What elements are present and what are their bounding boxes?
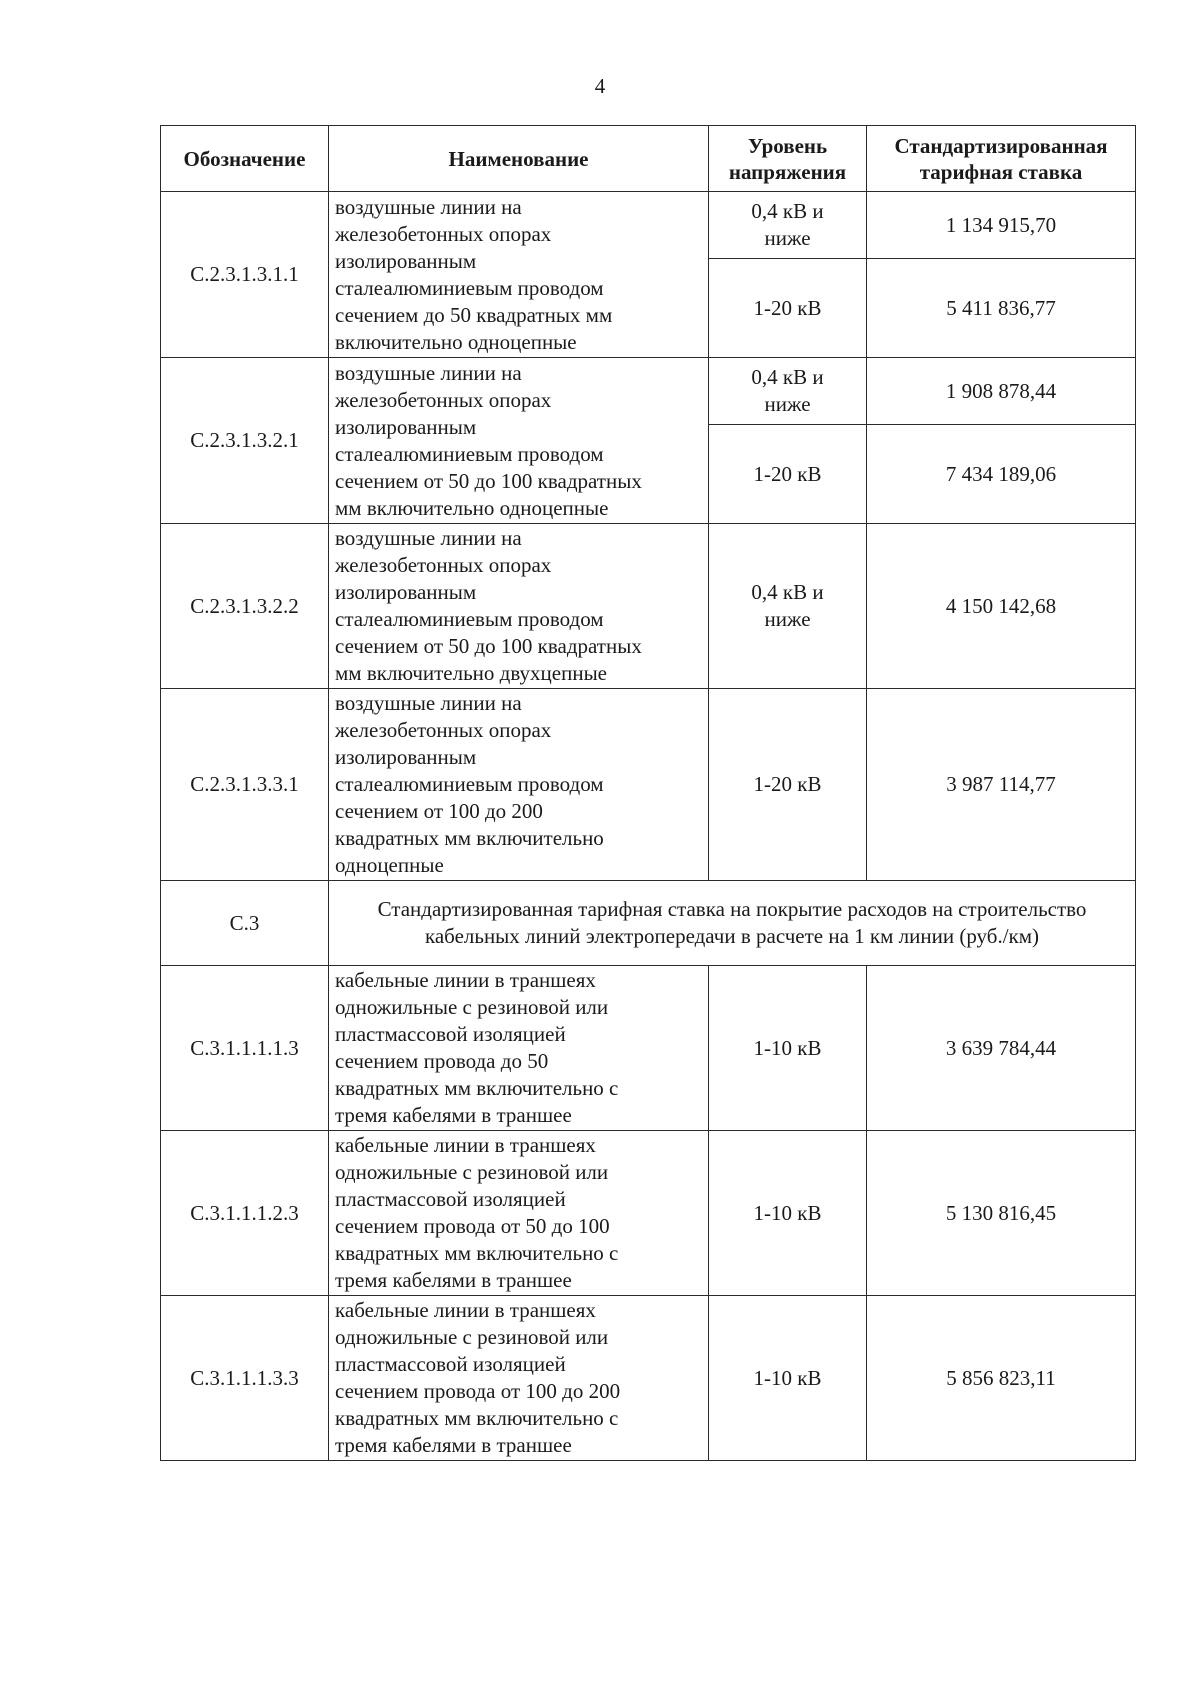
row-voltage: 1-20 кВ <box>709 425 867 524</box>
row-name: воздушные линии на железобетонных опорах изолированным сталеалюминиевым проводом сечением от 100 до 200 квадратных мм включительно одноцепные <box>329 689 709 881</box>
page-number: 4 <box>594 74 606 98</box>
row-voltage: 0,4 кВ и ниже <box>709 524 867 689</box>
row-rate: 4 150 142,68 <box>867 524 1136 689</box>
row-rate: 5 411 836,77 <box>867 259 1136 358</box>
row-code: С.2.3.1.3.3.1 <box>161 689 329 881</box>
row-code: С.2.3.1.3.2.2 <box>161 524 329 689</box>
row-rate: 5 130 816,45 <box>867 1131 1136 1296</box>
header-name: Наименование <box>329 126 709 192</box>
table-row <box>161 966 1136 1131</box>
table-row <box>161 689 1136 881</box>
row-rate: 7 434 189,06 <box>867 425 1136 524</box>
row-rate: 1 908 878,44 <box>867 358 1136 425</box>
row-voltage: 1-20 кВ <box>709 689 867 881</box>
tariff-table <box>160 125 1136 1461</box>
row-name: кабельные линии в траншеях одножильные с резиновой или пластмассовой изоляцией сечением провода от 100 до 200 квадратных мм включительно с тремя кабелями в траншее <box>329 1296 709 1461</box>
row-rate: 3 987 114,77 <box>867 689 1136 881</box>
table-row <box>161 1131 1136 1296</box>
row-name: кабельные линии в траншеях одножильные с резиновой или пластмассовой изоляцией сечением провода от 50 до 100 квадратных мм включительно с тремя кабелями в траншее <box>329 1131 709 1296</box>
table-row <box>161 524 1136 689</box>
header-code: Обозначение <box>161 126 329 192</box>
table-row <box>161 358 1136 425</box>
header-voltage: Уровень напряжения <box>709 126 867 192</box>
row-voltage: 0,4 кВ и ниже <box>709 192 867 259</box>
row-voltage: 1-10 кВ <box>709 1131 867 1296</box>
row-code: С.3.1.1.1.2.3 <box>161 1131 329 1296</box>
header-rate: Стандартизированная тарифная ставка <box>867 126 1136 192</box>
row-code: С.3.1.1.1.1.3 <box>161 966 329 1131</box>
row-code: С.2.3.1.3.1.1 <box>161 192 329 358</box>
row-rate: 1 134 915,70 <box>867 192 1136 259</box>
table-row <box>161 192 1136 259</box>
table-row <box>161 1296 1136 1461</box>
row-name: воздушные линии на железобетонных опорах изолированным сталеалюминиевым проводом сечением до 50 квадратных мм включительно одноцепные <box>329 192 709 358</box>
row-voltage: 0,4 кВ и ниже <box>709 358 867 425</box>
row-voltage: 1-10 кВ <box>709 1296 867 1461</box>
row-code: С.3.1.1.1.3.3 <box>161 1296 329 1461</box>
row-voltage: 1-10 кВ <box>709 966 867 1131</box>
row-name: воздушные линии на железобетонных опорах изолированным сталеалюминиевым проводом сечением от 50 до 100 квадратных мм включительно одноцепные <box>329 358 709 524</box>
section-code: С.3 <box>161 881 329 966</box>
row-name: кабельные линии в траншеях одножильные с резиновой или пластмассовой изоляцией сечением провода до 50 квадратных мм включительно с тремя кабелями в траншее <box>329 966 709 1131</box>
row-code: С.2.3.1.3.2.1 <box>161 358 329 524</box>
table-header-row <box>161 126 1136 192</box>
section-title: Стандартизированная тарифная ставка на покрытие расходов на строительство кабельных линий электропередачи в расчете на 1 км линии (руб./км) <box>329 881 1136 966</box>
row-voltage: 1-20 кВ <box>709 259 867 358</box>
row-rate: 3 639 784,44 <box>867 966 1136 1131</box>
section-row <box>161 881 1136 966</box>
row-name: воздушные линии на железобетонных опорах изолированным сталеалюминиевым проводом сечением от 50 до 100 квадратных мм включительно двухцепные <box>329 524 709 689</box>
row-rate: 5 856 823,11 <box>867 1296 1136 1461</box>
